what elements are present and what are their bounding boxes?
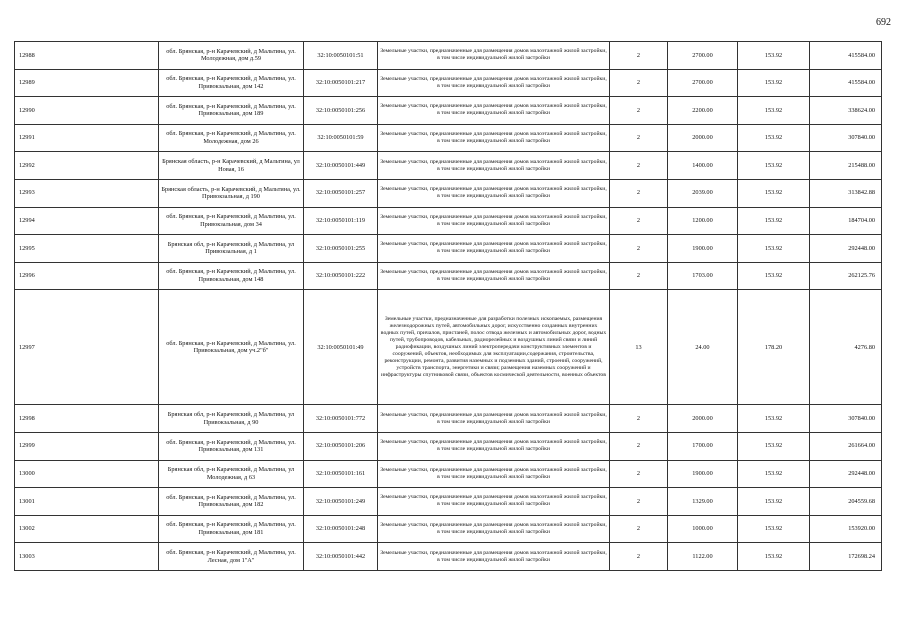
land-use-group-cell: 2 xyxy=(610,97,668,125)
table-row xyxy=(15,460,882,488)
cadastral-number-cell: 32:10:0050101:119 xyxy=(304,207,378,235)
cadastral-value-cell: 313842.88 xyxy=(810,179,882,207)
table-row xyxy=(15,488,882,516)
specific-value-cell: 153.92 xyxy=(738,488,810,516)
permitted-use-cell: Земельные участки, предназначенные для размещения домов малоэтажной жилой застройки, в том числе индивидуальной жилой застройки xyxy=(378,97,610,125)
permitted-use-cell: Земельные участки, предназначенные для размещения домов малоэтажной жилой застройки, в том числе индивидуальной жилой застройки xyxy=(378,262,610,290)
address-cell: Брянская область, р-н Карачевский, д Мальтина, ул. Привокзальная, д 190 xyxy=(159,179,304,207)
specific-value-cell: 153.92 xyxy=(738,235,810,263)
address-cell: обл. Брянская, р-н Карачевский, д Мальтина, ул. Молодежная, дом д.59 xyxy=(159,42,304,70)
area-cell: 2039.00 xyxy=(668,179,738,207)
permitted-use-cell: Земельные участки, предназначенные для размещения домов малоэтажной жилой застройки, в том числе индивидуальной жилой застройки xyxy=(378,124,610,152)
specific-value-cell: 153.92 xyxy=(738,179,810,207)
cadastral-number-cell: 32:10:0050101:449 xyxy=(304,152,378,180)
row-number-cell: 12988 xyxy=(15,42,159,70)
permitted-use-cell: Земельные участки, предназначенные для размещения домов малоэтажной жилой застройки, в том числе индивидуальной жилой застройки xyxy=(378,488,610,516)
address-cell: обл. Брянская, р-н Карачевский, д Мальтина, ул. Привокзальная, дом уч.2"б" xyxy=(159,290,304,405)
land-use-group-cell: 2 xyxy=(610,207,668,235)
row-number-cell: 12993 xyxy=(15,179,159,207)
row-number-cell: 12999 xyxy=(15,432,159,460)
area-cell: 2700.00 xyxy=(668,69,738,97)
area-cell: 1400.00 xyxy=(668,152,738,180)
cadastral-value-cell: 215488.00 xyxy=(810,152,882,180)
address-cell: обл. Брянская, р-н Карачевский, д Мальтина, ул. Привокзальная, дом 189 xyxy=(159,97,304,125)
specific-value-cell: 153.92 xyxy=(738,432,810,460)
permitted-use-cell: Земельные участки, предназначенные для размещения домов малоэтажной жилой застройки, в том числе индивидуальной жилой застройки xyxy=(378,179,610,207)
land-use-group-cell: 2 xyxy=(610,124,668,152)
cadastral-value-cell: 307840.00 xyxy=(810,405,882,433)
cadastral-number-cell: 32:10:0050101:206 xyxy=(304,432,378,460)
land-use-group-cell: 2 xyxy=(610,235,668,263)
address-cell: обл. Брянская, р-н Карачевский, д Мальтина, ул. Привокзальная, дом 142 xyxy=(159,69,304,97)
cadastral-value-cell: 153920.00 xyxy=(810,515,882,543)
cadastral-number-cell: 32:10:0050101:161 xyxy=(304,460,378,488)
specific-value-cell: 153.92 xyxy=(738,460,810,488)
land-use-group-cell: 2 xyxy=(610,152,668,180)
cadastral-number-cell: 32:10:0050101:256 xyxy=(304,97,378,125)
cadastral-value-cell: 172698.24 xyxy=(810,543,882,571)
row-number-cell: 13003 xyxy=(15,543,159,571)
table-row xyxy=(15,152,882,180)
cadastral-number-cell: 32:10:0050101:255 xyxy=(304,235,378,263)
land-use-group-cell: 2 xyxy=(610,488,668,516)
cadastral-value-cell: 415584.00 xyxy=(810,42,882,70)
table-row xyxy=(15,69,882,97)
permitted-use-cell: Земельные участки, предназначенные для размещения домов малоэтажной жилой застройки, в том числе индивидуальной жилой застройки xyxy=(378,405,610,433)
table-row xyxy=(15,432,882,460)
page-number: 692 xyxy=(876,17,891,28)
land-use-group-cell: 13 xyxy=(610,290,668,405)
specific-value-cell: 153.92 xyxy=(738,152,810,180)
area-cell: 1703.00 xyxy=(668,262,738,290)
row-number-cell: 12990 xyxy=(15,97,159,125)
cadastral-value-cell: 307840.00 xyxy=(810,124,882,152)
specific-value-cell: 178.20 xyxy=(738,290,810,405)
address-cell: обл. Брянская, р-н Карачевский, д Мальтина, ул. Привокзальная, дом 148 xyxy=(159,262,304,290)
area-cell: 1900.00 xyxy=(668,460,738,488)
table-row xyxy=(15,405,882,433)
area-cell: 24.00 xyxy=(668,290,738,405)
permitted-use-cell: Земельные участки, предназначенные для размещения домов малоэтажной жилой застройки, в том числе индивидуальной жилой застройки xyxy=(378,42,610,70)
address-cell: Брянская обл, р-н Карачевский, д Мальтина, ул Привокзальная, д 90 xyxy=(159,405,304,433)
cadastral-number-cell: 32:10:0050101:59 xyxy=(304,124,378,152)
specific-value-cell: 153.92 xyxy=(738,262,810,290)
address-cell: обл. Брянская, р-н Карачевский, д Мальтина, ул. Лесная, дом 1"А" xyxy=(159,543,304,571)
table-row xyxy=(15,42,882,70)
cadastral-value-cell: 415584.00 xyxy=(810,69,882,97)
cadastral-value-cell: 338624.00 xyxy=(810,97,882,125)
cadastral-number-cell: 32:10:0050101:49 xyxy=(304,290,378,405)
table-row xyxy=(15,290,882,405)
row-number-cell: 13001 xyxy=(15,488,159,516)
area-cell: 1122.00 xyxy=(668,543,738,571)
row-number-cell: 12989 xyxy=(15,69,159,97)
specific-value-cell: 153.92 xyxy=(738,97,810,125)
specific-value-cell: 153.92 xyxy=(738,405,810,433)
cadastral-number-cell: 32:10:0050101:249 xyxy=(304,488,378,516)
row-number-cell: 12992 xyxy=(15,152,159,180)
permitted-use-cell: Земельные участки, предназначенные для размещения домов малоэтажной жилой застройки, в том числе индивидуальной жилой застройки xyxy=(378,207,610,235)
address-cell: обл. Брянская, р-н Карачевский, д Мальтина, ул. Привокзальная, дом 131 xyxy=(159,432,304,460)
cadastral-value-table xyxy=(14,41,882,571)
specific-value-cell: 153.92 xyxy=(738,207,810,235)
row-number-cell: 12996 xyxy=(15,262,159,290)
land-use-group-cell: 2 xyxy=(610,179,668,207)
cadastral-value-cell: 292448.00 xyxy=(810,235,882,263)
cadastral-value-cell: 4276.80 xyxy=(810,290,882,405)
row-number-cell: 12995 xyxy=(15,235,159,263)
row-number-cell: 12991 xyxy=(15,124,159,152)
cadastral-value-cell: 262125.76 xyxy=(810,262,882,290)
cadastral-value-cell: 292448.00 xyxy=(810,460,882,488)
row-number-cell: 12998 xyxy=(15,405,159,433)
land-use-group-cell: 2 xyxy=(610,262,668,290)
permitted-use-cell: Земельные участки, предназначенные для размещения домов малоэтажной жилой застройки, в том числе индивидуальной жилой застройки xyxy=(378,515,610,543)
table-row xyxy=(15,262,882,290)
area-cell: 2000.00 xyxy=(668,124,738,152)
address-cell: Брянская обл, р-н Карачевский, д Мальтина, ул Молодежная, д 63 xyxy=(159,460,304,488)
cadastral-value-cell: 184704.00 xyxy=(810,207,882,235)
cadastral-number-cell: 32:10:0050101:222 xyxy=(304,262,378,290)
permitted-use-cell: Земельные участки, предназначенные для размещения домов малоэтажной жилой застройки, в том числе индивидуальной жилой застройки xyxy=(378,543,610,571)
permitted-use-cell: Земельные участки, предназначенные для размещения домов малоэтажной жилой застройки, в том числе индивидуальной жилой застройки xyxy=(378,432,610,460)
address-cell: Брянская обл, р-н Карачевский, д Мальтина, ул Привокзальная, д 1 xyxy=(159,235,304,263)
land-use-group-cell: 2 xyxy=(610,543,668,571)
area-cell: 2200.00 xyxy=(668,97,738,125)
area-cell: 2700.00 xyxy=(668,42,738,70)
permitted-use-cell: Земельные участки, предназначенные для размещения домов малоэтажной жилой застройки, в том числе индивидуальной жилой застройки xyxy=(378,460,610,488)
area-cell: 1200.00 xyxy=(668,207,738,235)
specific-value-cell: 153.92 xyxy=(738,42,810,70)
specific-value-cell: 153.92 xyxy=(738,543,810,571)
specific-value-cell: 153.92 xyxy=(738,515,810,543)
land-use-group-cell: 2 xyxy=(610,405,668,433)
area-cell: 1329.00 xyxy=(668,488,738,516)
cadastral-number-cell: 32:10:0050101:257 xyxy=(304,179,378,207)
land-use-group-cell: 2 xyxy=(610,460,668,488)
permitted-use-cell: Земельные участки, предназначенные для размещения домов малоэтажной жилой застройки, в том числе индивидуальной жилой застройки xyxy=(378,69,610,97)
table-row xyxy=(15,97,882,125)
land-use-group-cell: 2 xyxy=(610,515,668,543)
cadastral-number-cell: 32:10:0050101:51 xyxy=(304,42,378,70)
table-row xyxy=(15,543,882,571)
row-number-cell: 12994 xyxy=(15,207,159,235)
permitted-use-cell: Земельные участки, предназначенные для разработки полезных ископаемых, размещения железнодорожных путей, автомобильных дорог, искусственно созданных внутренних водных путей, причалов, пристаней, полос отвода железных и автомобильных дорог, водных путей, трубопроводов, кабельных, радиорелейных и воздушных линий связи и линий радиофикации, воздушных линий электропередачи конструктивных элементов и сооружений, объектов, необходимых для эксплуатации,содержания, строительства, реконструкции, ремонта, развития наземных и подземных зданий, строений, сооружений, устройств транспорта, энергетики и связи; размещения наземных сооружений и инфраструктуры спутниковой связи, объектов космической деятельности, военных объектов xyxy=(378,290,610,405)
land-use-group-cell: 2 xyxy=(610,432,668,460)
cadastral-number-cell: 32:10:0050101:442 xyxy=(304,543,378,571)
cadastral-value-cell: 261664.00 xyxy=(810,432,882,460)
cadastral-number-cell: 32:10:0050101:248 xyxy=(304,515,378,543)
row-number-cell: 12997 xyxy=(15,290,159,405)
address-cell: обл. Брянская, р-н Карачевский, д Мальтина, ул. Привокзальная, дом 34 xyxy=(159,207,304,235)
land-use-group-cell: 2 xyxy=(610,42,668,70)
specific-value-cell: 153.92 xyxy=(738,124,810,152)
table-row xyxy=(15,235,882,263)
cadastral-value-cell: 204559.68 xyxy=(810,488,882,516)
address-cell: Брянская область, р-н Карачевский, д Мальтина, ул Новая, 16 xyxy=(159,152,304,180)
row-number-cell: 13002 xyxy=(15,515,159,543)
area-cell: 1900.00 xyxy=(668,235,738,263)
address-cell: обл. Брянская, р-н Карачевский, д Мальтина, ул. Молодежная, дом 26 xyxy=(159,124,304,152)
table-row xyxy=(15,124,882,152)
land-use-group-cell: 2 xyxy=(610,69,668,97)
area-cell: 1700.00 xyxy=(668,432,738,460)
address-cell: обл. Брянская, р-н Карачевский, д Мальтина, ул. Привокзальная, дом 181 xyxy=(159,515,304,543)
table-row xyxy=(15,207,882,235)
table-body xyxy=(15,42,882,571)
cadastral-number-cell: 32:10:0050101:772 xyxy=(304,405,378,433)
address-cell: обл. Брянская, р-н Карачевский, д Мальтина, ул. Привокзальная, дом 182 xyxy=(159,488,304,516)
table-row xyxy=(15,515,882,543)
row-number-cell: 13000 xyxy=(15,460,159,488)
table-row xyxy=(15,179,882,207)
permitted-use-cell: Земельные участки, предназначенные для размещения домов малоэтажной жилой застройки, в том числе индивидуальной жилой застройки xyxy=(378,235,610,263)
cadastral-number-cell: 32:10:0050101:217 xyxy=(304,69,378,97)
area-cell: 1000.00 xyxy=(668,515,738,543)
specific-value-cell: 153.92 xyxy=(738,69,810,97)
area-cell: 2000.00 xyxy=(668,405,738,433)
permitted-use-cell: Земельные участки, предназначенные для размещения домов малоэтажной жилой застройки, в том числе индивидуальной жилой застройки xyxy=(378,152,610,180)
